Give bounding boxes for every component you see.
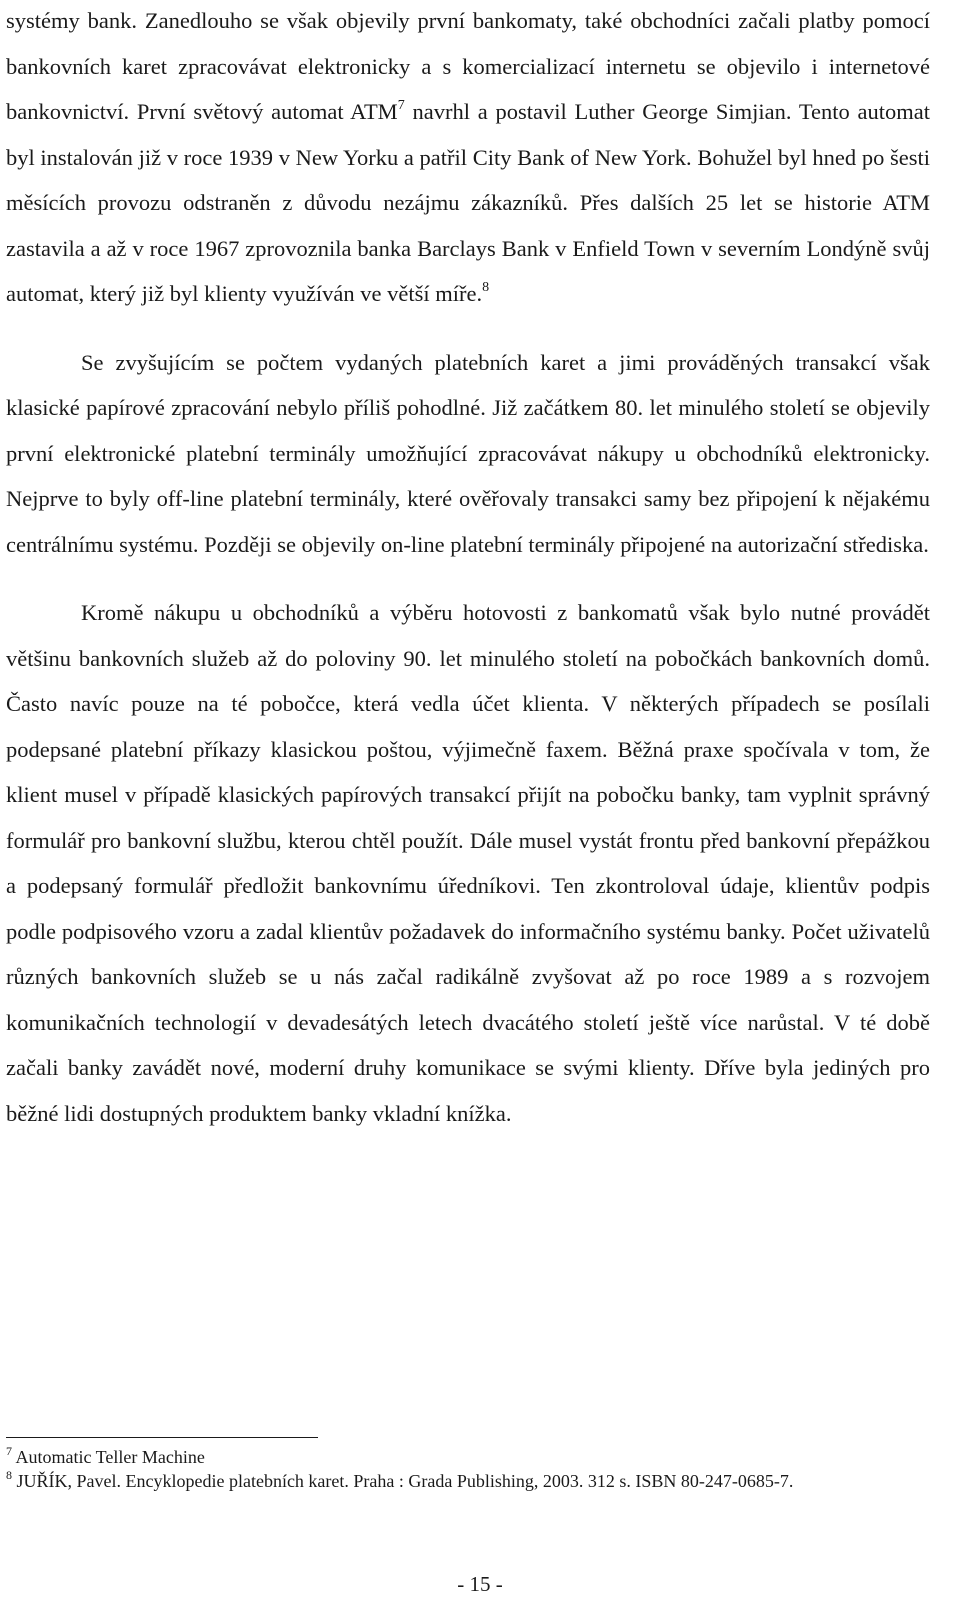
- page-number: - 15 -: [457, 1572, 503, 1596]
- paragraph-text: navrhl a postavil Luther George Simjian. Tento automat byl instalován již v roce 1939 v New Yorku a patřil City Bank of New York. Bohužel byl hned po šesti měsících provozu odstraněn z důvodu nezájmu zákazníků. Přes dalších 25 let se historie ATM zastavila a až v roce 1967 zprovoznila banka Barclays Bank v Enfield Town v severním Londýně svůj automat, který již byl klienty využíván ve větší míře.: [6, 99, 931, 306]
- footnote-ref-8[interactable]: 8: [482, 279, 490, 295]
- footnote-text: JUŘÍK, Pavel. Encyklopedie platebních karet. Praha : Grada Publishing, 2003. 312 s. ISBN 80-247-0685-7.: [12, 1471, 794, 1491]
- paragraph-atm-history: [6, 0, 930, 317]
- footnote-8: [6, 1469, 906, 1493]
- paragraph-text: systémy bank. Zanedlouho se však objevily první bankomaty, také obchodníci začali platby pomocí bankovních karet zpracovávat elektronicky a s komercializací internetu se objevilo i internetové bankovnictví. První světový automat ATM: [6, 8, 930, 124]
- footnote-text: Automatic Teller Machine: [12, 1447, 205, 1467]
- footnote-7: [6, 1445, 906, 1469]
- footnote-ref-7[interactable]: 7: [397, 97, 405, 113]
- footnotes: [6, 1445, 906, 1493]
- paragraph-bank-services: Kromě nákupu u obchodníků a výběru hotovosti z bankomatů však bylo nutné provádět většinu bankovních služeb až do poloviny 90. let minulého století na pobočkách bankovních domů. Často navíc pouze na té pobočce, která vedla účet klienta. V některých případech se posílali podepsané platební příkazy klasickou poštou, výjimečně faxem. Běžná praxe spočívala v tom, že klient musel v případě klasických papírových transakcí přijít na pobočku banky, tam vyplnit správný formulář pro bankovní službu, kterou chtěl použít. Dále musel vystát frontu před bankovní přepážkou a podepsaný formulář předložit bankovnímu úředníkovi. Ten zkontroloval údaje, klientův podpis podle podpisového vzoru a zadal klientův požadavek do informačního systému banky. Počet uživatelů různých bankovních služeb se u nás začal radikálně zvyšovat až po roce 1989 a s rozvojem komunikačních technologií v devadesátých letech dvacátého století ještě více narůstal. V té době začali banky zavádět nové, moderní druhy komunikace se svými klienty. Dříve byla jediných pro běžné lidi dostupných produktem banky vkladní knížka.: [6, 600, 930, 1126]
- body-text: [6, 0, 930, 1136]
- footnote-number: 7: [6, 1444, 12, 1458]
- paragraph-payment-terminals: Se zvyšujícím se počtem vydaných platebních karet a jimi prováděných transakcí však klasické papírové zpracování nebylo příliš pohodlné. Již začátkem 80. let minulého století se objevily první elektronické platební terminály umožňující zpracovávat nákupy u obchodníků elektronicky. Nejprve to byly off-line platební terminály, které ověřovaly transakci samy bez připojení k nějakému centrálnímu systému. Později se objevily on-line platební terminály připojené na autorizační střediska.: [6, 349, 930, 557]
- footnote-number: 8: [6, 1468, 12, 1482]
- footnote-separator: [6, 1437, 318, 1438]
